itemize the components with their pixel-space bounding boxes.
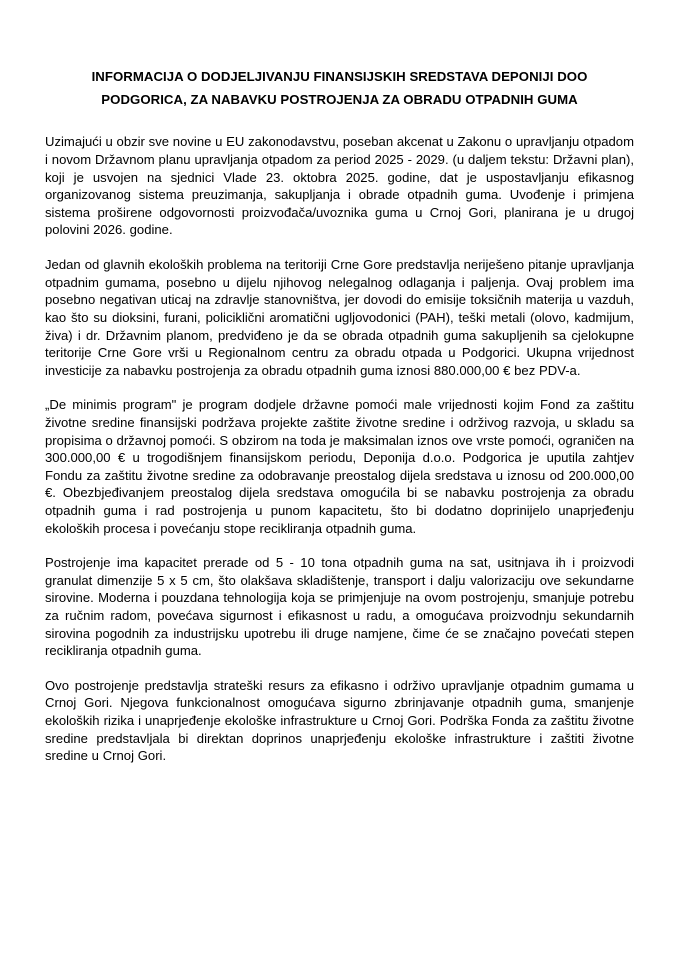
document-content [45,66,634,765]
paragraph-4: Postrojenje ima kapacitet prerade od 5 - 10 tona otpadnih guma na sat, usitnjava ih i proizvodi granulat dimenzije 5 x 5 cm, što olakšava skladištenje, transport i dalju valorizaciju ove sekundarne sirovine. Moderna i pouzdana tehnologija koja se primjenjuje na ovom postrojenju, smanjuje potrebu za ručnim radom, povećava sigurnost i efikasnost u radu, a omogućava proizvodnju sekundarnih sirovina pogodnih za industrijsku upotrebu ili druge namjene, čime će se značajno povećati stepen recikliranja otpadnih guma. [45,555,634,659]
paragraph-1: Uzimajući u obzir sve novine u EU zakonodavstvu, poseban akcenat u Zakonu o upravljanju otpadom i novom Državnom planu upravljanja otpadom za period 2025 - 2029. (u daljem tekstu: Državni plan), koji je usvojen na sjednici Vlade 23. oktobra 2025. godine, dat je uspostavljanju efikasnog organizovanog sistema preuzimanja, sakupljanja i obrade otpadnih guma. Uvođenje i primjena sistema proširene odgovornosti proizvođača/uvoznika guma u Crnoj Gori, planirana je u drugoj polovini 2026. godine. [45,134,634,238]
paragraph-3: „De minimis program" je program dodjele državne pomoći male vrijednosti kojim Fond za zaštitu životne sredine finansijski podržava projekte zaštite životne sredine i održivog razvoja, u skladu sa propisima o državnoj pomoći. S obzirom na toda je maksimalan iznos ove vrste pomoći, ograničen na 300.000,00 € u trogodišnjem finansijskom periodu, Deponija d.o.o. Podgorica je uputila zahtjev Fondu za zaštitu životne sredine za odobravanje preostalog dijela sredstava u iznosu od 200.000,00 €. Obezbjeđivanjem preostalog dijela sredstava omogućila bi se nabavku postrojenja za obradu otpadnih guma i rad postrojenja u punom kapacitetu, što bi dodatno doprinijelo unaprjeđenju ekoloških procesa i povećanju stope recikliranja otpadnih guma. [45,397,634,536]
paragraph-5: Ovo postrojenje predstavlja strateški resurs za efikasno i održivo upravljanje otpadnim gumama u Crnoj Gori. Njegova funkcionalnost omogućava sigurno zbrinjavanje otpadnih guma, smanjenje ekoloških rizika i unaprjeđenje ekološke infrastrukture u Crnoj Gori. Podrška Fonda za zaštitu životne sredine predstavljala bi direktan doprinos unaprjeđenju ekološke infrastrukture i zaštiti životne sredine u Crnoj Gori. [45,677,634,764]
page-title: INFORMACIJA O DODJELJIVANJU FINANSIJSKIH SREDSTAVA DEPONIJI DOO PODGORICA, ZA NABAVKU POSTROJENJA ZA OBRADU OTPADNIH GUMA [91,69,588,107]
paragraph-2: Jedan od glavnih ekoloških problema na teritoriji Crne Gore predstavlja neriješeno pitanje upravljanja otpadnim gumama, posebno u dijelu njihovog nelegalnog odlaganja i paljenja. Ovaj problem ima posebno negativan uticaj na zdravlje stanovništva, jer dovodi do emisije toksičnih materija u vazduh, kao što su dioksini, furani, policiklični aromatični ugljovodonici (PAH), teški metali (olovo, kadmijum, živa) i dr. Državnim planom, predviđeno je da se obrada otpadnih guma sakupljenih sa cjelokupne teritorije Crne Gore vrši u Regionalnom centru za obradu otpada u Podgorici. Ukupna vrijednost investicije za nabavku postrojenja za obradu otpadnih guma iznosi 880.000,00 € bez PDV-a. [45,257,634,378]
